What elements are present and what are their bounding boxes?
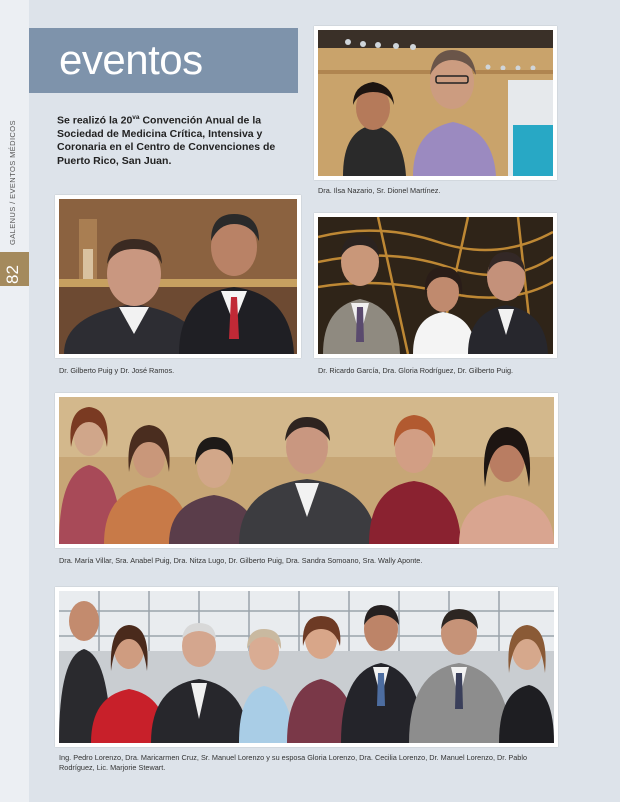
page-title: eventos (59, 36, 203, 83)
caption-photo-2: Dr. Gilberto Puig y Dr. José Ramos. (59, 366, 175, 375)
intro-paragraph (57, 111, 297, 168)
caption-photo-3: Dr. Ricardo García, Dra. Gloria Rodríguez, Dr. Gilberto Puig. (318, 366, 514, 375)
section-label: GALENUS / EVENTOS MÉDICOS (8, 120, 17, 245)
photo-3-image (318, 217, 553, 354)
caption-photo-4: Dra. María Villar, Sra. Anabel Puig, Dra. Nitza Lugo, Dr. Gilberto Puig, Dra. Sandra Somoano, Sra. Wally Aponte. (59, 556, 423, 565)
intro-text-start: Se realizó la 20 (57, 114, 133, 127)
photo-5-image (59, 591, 554, 743)
photo-1 (314, 26, 557, 180)
title-bar (29, 28, 298, 93)
intro-text-end: Convención Anual de la Sociedad de Medicina Crítica, Intensiva y Coronaria en el Centro de Convenciones de Puerto Rico, San Juan. (57, 114, 276, 167)
photo-5 (55, 587, 558, 747)
photo-4 (55, 393, 558, 548)
photo-1-image (318, 30, 553, 176)
caption-photo-5: Ing. Pedro Lorenzo, Dra. Maricarmen Cruz, Sr. Manuel Lorenzo y su esposa Gloria Lorenzo, Dra. Cecilia Lorenzo, Dr. Manuel Lorenzo, Dr. Pablo Rodríguez, Lic. Marjorie Stewart. (59, 753, 528, 772)
page-number: 82 (3, 265, 22, 284)
caption-photo-1: Dra. Ilsa Nazario, Sr. Dionel Martínez. (318, 186, 441, 195)
photo-3 (314, 213, 557, 358)
photo-2 (55, 195, 301, 358)
intro-ordinal-suffix: va (132, 114, 140, 121)
photo-2-image (59, 199, 297, 354)
photo-4-image (59, 397, 554, 544)
